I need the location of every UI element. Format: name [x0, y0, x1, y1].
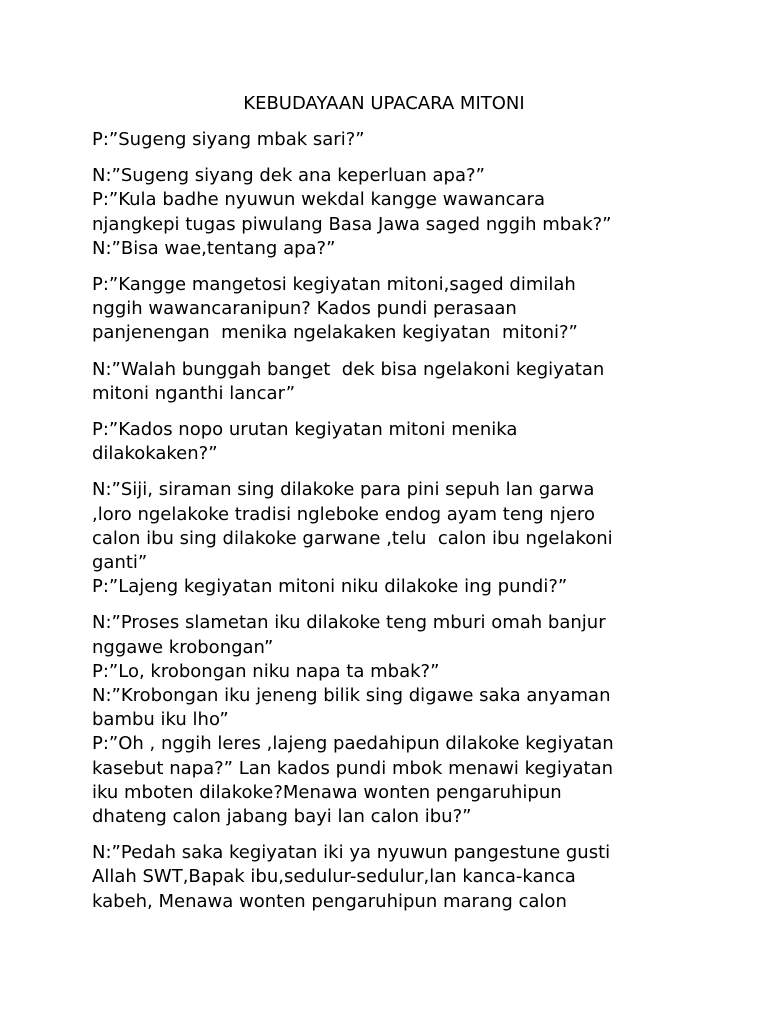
paragraph-2: [92, 164, 692, 261]
text-line: P:”Sugeng siyang mbak sari?”: [92, 129, 365, 150]
text-line: dilakokaken?”: [92, 443, 218, 465]
text-line: N:”Pedah saka kegiyatan iki ya nyuwun pangestune gusti: [92, 842, 611, 864]
text-line: N:”Sugeng siyang dek ana keperluan apa?”: [92, 165, 485, 187]
text-line: N:”Krobongan iku jeneng bilik sing digawe saka anyaman: [92, 685, 611, 707]
document-body: [92, 128, 692, 926]
text-line: mitoni nganthi lancar”: [92, 382, 296, 404]
text-line: P:”Kula badhe nyuwun wekdal kangge wawancara: [92, 189, 545, 211]
paragraph-7: [92, 611, 692, 829]
paragraph-5: [92, 418, 692, 466]
text-line: P:”Lo, krobongan niku napa ta mbak?”: [92, 660, 440, 682]
text-line: panjenengan menika ngelakaken kegiyatan mitoni?”: [92, 322, 578, 344]
document-title: KEBUDAYAAN UPACARA MITONI: [243, 93, 525, 114]
text-line: P:”Kangge mangetosi kegiyatan mitoni,saged dimilah: [92, 274, 576, 296]
text-line: calon ibu sing dilakoke garwane ,telu calon ibu ngelakoni: [92, 527, 613, 549]
text-line: nggih wawancaranipun? Kados pundi perasaan: [92, 298, 517, 320]
text-line: P:”Lajeng kegiyatan mitoni niku dilakoke ing pundi?”: [92, 576, 568, 598]
paragraph-6: [92, 478, 692, 599]
text-line: bambu iku lho”: [92, 709, 229, 731]
paragraph-8: [92, 841, 692, 914]
text-line: P:”Oh , nggih leres ,lajeng paedahipun dilakoke kegiyatan: [92, 733, 614, 755]
paragraph-1: [92, 128, 692, 152]
text-line: ganti”: [92, 552, 148, 574]
text-line: njangkepi tugas piwulang Basa Jawa saged nggih mbak?”: [92, 213, 612, 235]
paragraph-3: [92, 273, 692, 346]
text-line: N:”Siji, siraman sing dilakoke para pini sepuh lan garwa: [92, 479, 595, 501]
text-line: N:”Bisa wae,tentang apa?”: [92, 237, 336, 259]
text-line: kabeh, Menawa wonten pengaruhipun marang calon: [92, 890, 567, 912]
text-line: kasebut napa?” Lan kados pundi mbok menawi kegiyatan: [92, 757, 614, 779]
text-line: iku mboten dilakoke?Menawa wonten pengaruhipun: [92, 781, 562, 803]
text-line: N:”Proses slametan iku dilakoke teng mburi omah banjur: [92, 612, 606, 634]
text-line: N:”Walah bunggah banget dek bisa ngelakoni kegiyatan: [92, 358, 605, 380]
text-line: nggawe krobongan”: [92, 636, 274, 658]
text-line: Allah SWT,Bapak ibu,sedulur-sedulur,lan kanca-kanca: [92, 866, 576, 888]
text-line: P:”Kados nopo urutan kegiyatan mitoni menika: [92, 419, 518, 441]
text-line: ,loro ngelakoke tradisi ngleboke endog ayam teng njero: [92, 503, 595, 525]
text-line: dhateng calon jabang bayi lan calon ibu?”: [92, 806, 472, 828]
paragraph-4: [92, 358, 692, 406]
